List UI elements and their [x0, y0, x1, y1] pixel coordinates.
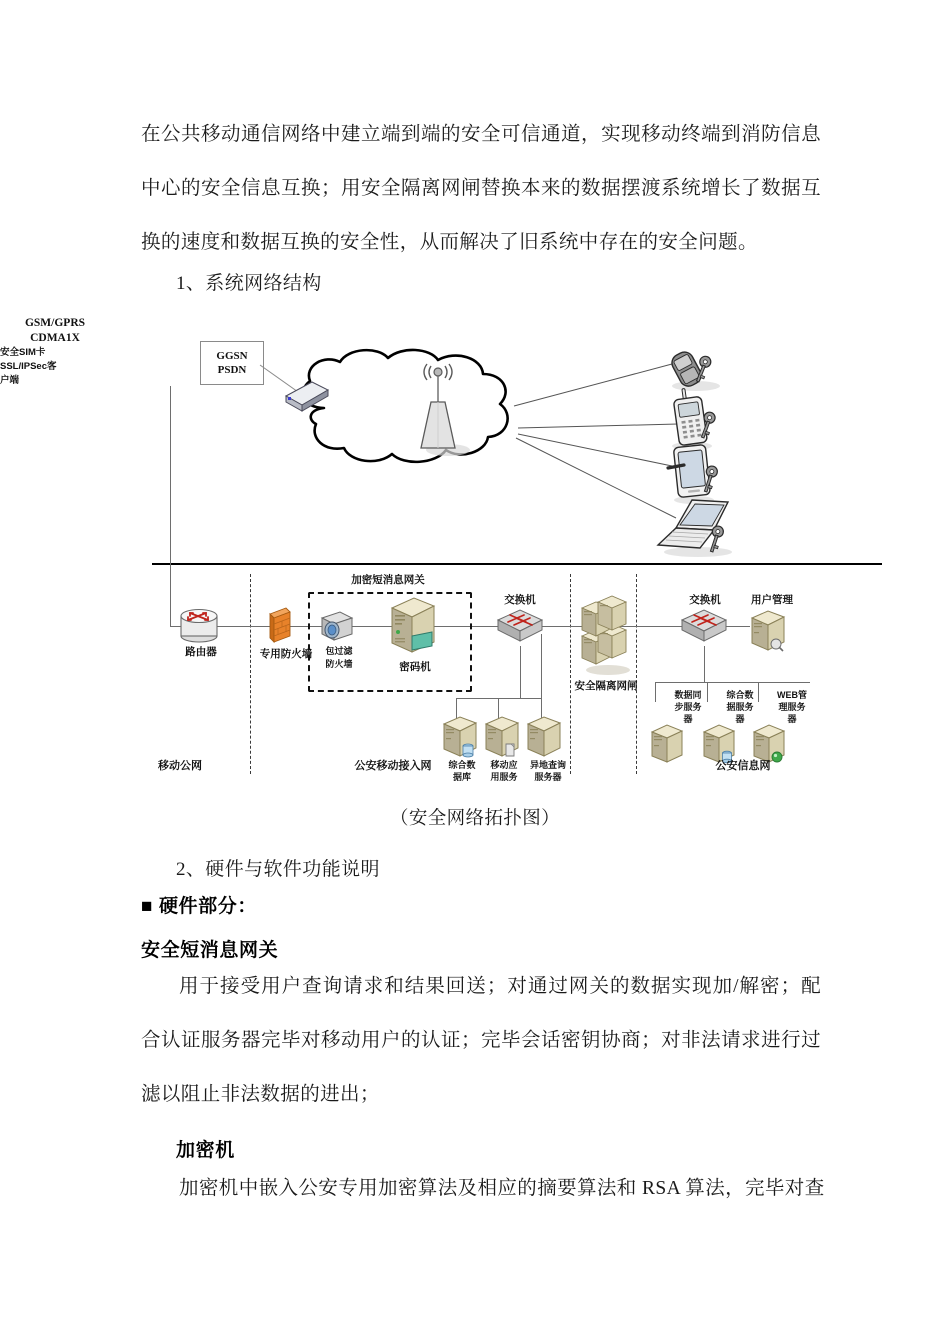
web-management-server-label-line1: WEB管 — [777, 690, 807, 700]
security-isolation-gateway-label: 安全隔离网闸 — [574, 680, 638, 692]
cloud-label-line2: CDMA1X — [30, 332, 80, 344]
gateway-modem-icon — [280, 378, 330, 414]
figure-caption: （安全网络拓扑图） — [389, 809, 561, 829]
integrated-database-label-line1: 综合数 — [448, 760, 476, 770]
left-riser-wire — [170, 386, 171, 626]
integrated-data-server-label-line3: 器 — [735, 714, 745, 724]
heading-system-network-structure: 1、系统网络结构 — [176, 273, 322, 294]
network-topology-diagram — [0, 316, 950, 796]
integrated-data-server-label-line2: 据服务 — [726, 702, 754, 712]
integrated-database-label-line2: 据库 — [452, 772, 471, 782]
paragraph-gateway-description: 用于接受用户查询请求和结果回送；对通过网关的数据实现加/解密；配合认证服务器完毕对移动用户的认证；完毕会话密钥协商；对非法请求进行过滤以阻止非法数据的进出； — [141, 976, 821, 1105]
mobile-app-service-icon — [482, 716, 526, 760]
packet-filter-firewall-label-line2: 防火墙 — [325, 659, 353, 669]
remote-query-server-label-line1: 异地查询 — [529, 760, 566, 770]
heading-hardware-software-description: 2、硬件与软件功能说明 — [176, 859, 380, 880]
dedicated-firewall-label: 专用防火墙 — [259, 648, 313, 660]
zone-police-information-network-label: 公安信息网 — [715, 760, 771, 772]
security-isolation-gateway-icon — [578, 594, 634, 676]
encrypted-sms-gateway-label: 加密短消息网关 — [351, 574, 425, 586]
psdn-label: PSDN — [217, 364, 247, 376]
heading-hardware-part: ■ 硬件部分： — [141, 896, 257, 917]
flip-phone-with-key-icon — [664, 342, 734, 392]
mobile-phone-with-key-icon — [662, 388, 734, 452]
server-tree-bus — [456, 698, 542, 699]
packet-filter-firewall-label-line1: 包过滤 — [325, 646, 353, 656]
data-sync-server-label-line1: 数据同 — [674, 690, 702, 700]
police-drop-1 — [655, 682, 656, 702]
user-management-server-icon — [748, 610, 792, 654]
subheading-secure-sms-gateway: 安全短消息网关 — [141, 940, 279, 961]
integrated-database-icon — [440, 716, 484, 760]
web-management-server-label-line2: 理服务 — [778, 702, 806, 712]
secure-sim-card-label: 安全SIM卡 — [0, 347, 46, 358]
dedicated-firewall-icon — [264, 604, 296, 646]
crypto-machine-label: 密码机 — [399, 661, 431, 673]
zone-police-mobile-access-network-label: 公安移动接入网 — [354, 760, 432, 772]
data-sync-server-label-line3: 器 — [683, 714, 693, 724]
section-divider-rule — [152, 563, 882, 565]
zone-separator-3 — [636, 574, 637, 774]
ggsn-label: GGSN — [216, 350, 248, 362]
server-drop-3 — [541, 634, 542, 722]
remote-query-server-label-line2: 服务器 — [534, 772, 562, 782]
integrated-data-server-label-line1: 综合数 — [726, 690, 754, 700]
switch2-down-wire — [704, 646, 705, 682]
data-sync-server-label-line2: 步服务 — [674, 702, 702, 712]
crypto-machine-icon — [386, 596, 442, 658]
mobile-app-service-label-line2: 用服务 — [490, 772, 518, 782]
web-management-server-label-line3: 器 — [787, 714, 797, 724]
ssl-ipsec-client-label-line1: SSL/IPSec客 — [0, 361, 57, 372]
remote-query-server-icon — [524, 716, 568, 760]
switch1-down-wire — [520, 646, 521, 698]
packet-filter-firewall-icon — [318, 608, 356, 644]
subheading-crypto-machine: 加密机 — [176, 1140, 235, 1161]
zone-separator-2 — [570, 574, 571, 774]
data-sync-server-icon — [648, 724, 690, 766]
police-net-bus — [655, 682, 810, 683]
ggsn-psdn-box — [200, 341, 264, 385]
ssl-ipsec-client-label-line2: 户端 — [0, 375, 20, 386]
switch-1-icon — [494, 608, 546, 648]
zone-mobile-public-network-label: 移动公网 — [158, 760, 202, 772]
router-icon — [178, 604, 222, 644]
paragraph-intro: 在公共移动通信网络中建立端到端的安全可信通道，实现移动终端到消防信息中心的安全信息互换；用安全隔离网闸替换本来的数据摆渡系统增长了数据互换的速度和数据互换的安全性，从而解决了旧系统中存在的安全问题。 — [141, 124, 821, 253]
router-label: 路由器 — [185, 646, 217, 658]
cloud-label-line1: GSM/GPRS — [24, 317, 86, 329]
cell-tower-icon — [415, 358, 475, 458]
switch-1-label: 交换机 — [504, 594, 536, 606]
laptop-with-key-icon — [652, 496, 744, 558]
mobile-app-service-label-line1: 移动应 — [490, 760, 518, 770]
zone-separator-1 — [250, 574, 251, 774]
switch-2-icon — [678, 608, 730, 648]
user-management-label: 用户管理 — [751, 594, 793, 606]
cloud-network-label — [0, 316, 110, 346]
switch-2-label: 交换机 — [689, 594, 721, 606]
paragraph-crypto-description: 加密机中嵌入公安专用加密算法及相应的摘要算法和 RSA 算法，完毕对查 — [179, 1178, 825, 1199]
